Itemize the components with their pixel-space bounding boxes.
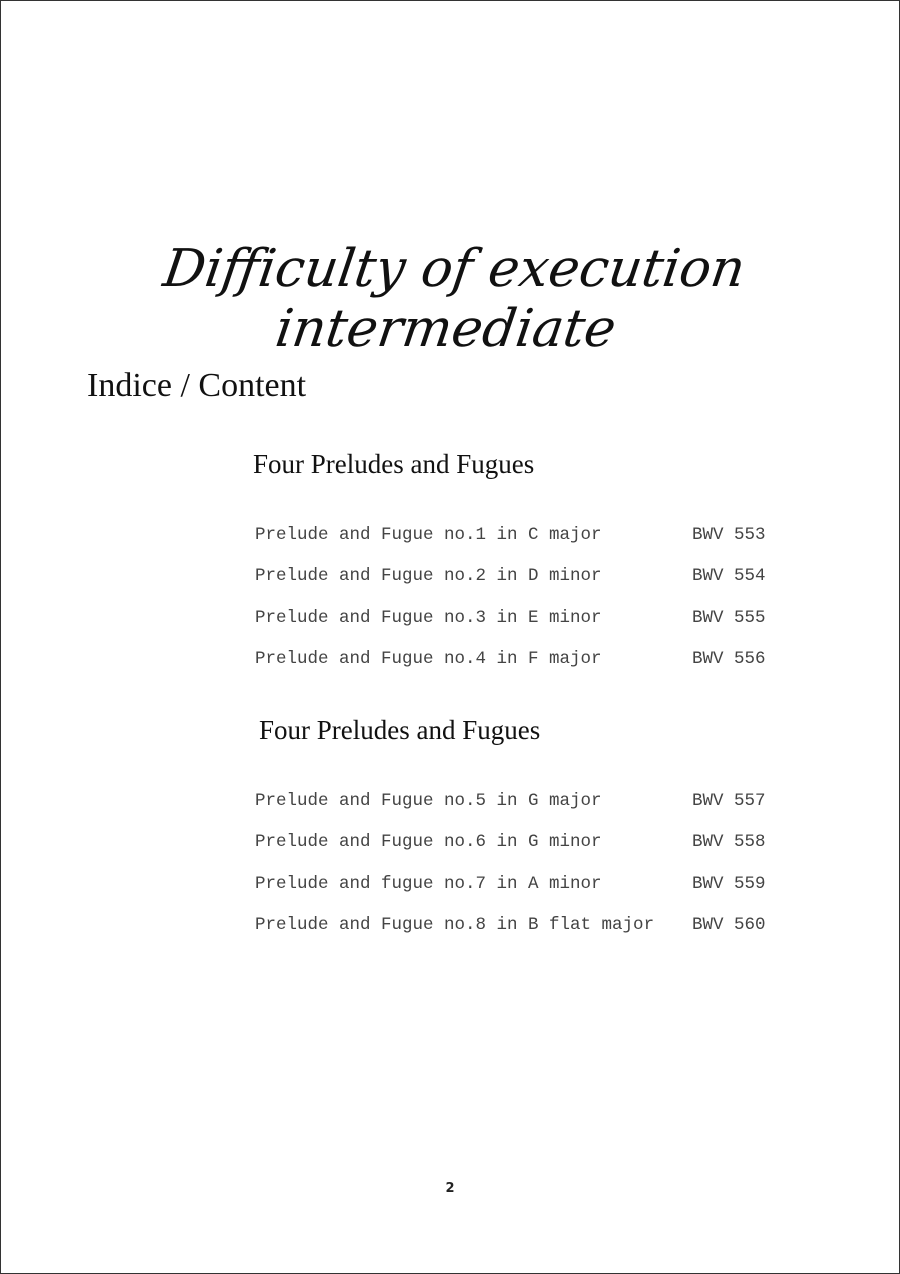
index-heading: Indice / Content xyxy=(87,367,307,404)
entry-list xyxy=(255,525,815,690)
entry-catalog-number: BWV 554 xyxy=(692,566,766,587)
section-heading: Four Preludes and Fugues xyxy=(253,449,535,479)
page-number: 2 xyxy=(445,1181,455,1196)
entry-catalog-number: BWV 560 xyxy=(692,914,766,935)
entry-catalog-number: BWV 557 xyxy=(692,791,766,811)
entry-title: Prelude and Fugue no.6 in G minor xyxy=(255,832,602,853)
list-item xyxy=(255,874,815,915)
entry-catalog-number: BWV 555 xyxy=(692,607,766,628)
entry-title: Prelude and Fugue no.8 in B flat major xyxy=(255,914,655,935)
list-item xyxy=(255,832,815,873)
entry-catalog-number: BWV 559 xyxy=(692,873,766,894)
entry-catalog-number: BWV 553 xyxy=(692,525,766,545)
entry-title: Prelude and Fugue no.5 in G major xyxy=(255,791,602,811)
entry-title: Prelude and Fugue no.4 in F major xyxy=(255,648,602,669)
entry-list xyxy=(255,791,815,956)
list-item xyxy=(255,525,815,566)
list-item xyxy=(255,791,815,832)
list-item xyxy=(255,915,815,956)
list-item xyxy=(255,608,815,649)
entry-title: Prelude and Fugue no.3 in E minor xyxy=(255,607,602,628)
entry-title: Prelude and fugue no.7 in A minor xyxy=(255,873,602,894)
section-heading: Four Preludes and Fugues xyxy=(259,715,541,745)
document-title: Difficulty of execution intermediate xyxy=(159,239,749,359)
list-item xyxy=(255,649,815,690)
entry-title: Prelude and Fugue no.1 in C major xyxy=(255,525,602,545)
entry-catalog-number: BWV 556 xyxy=(692,648,766,669)
list-item xyxy=(255,566,815,607)
entry-title: Prelude and Fugue no.2 in D minor xyxy=(255,566,602,587)
entry-catalog-number: BWV 558 xyxy=(692,832,766,853)
